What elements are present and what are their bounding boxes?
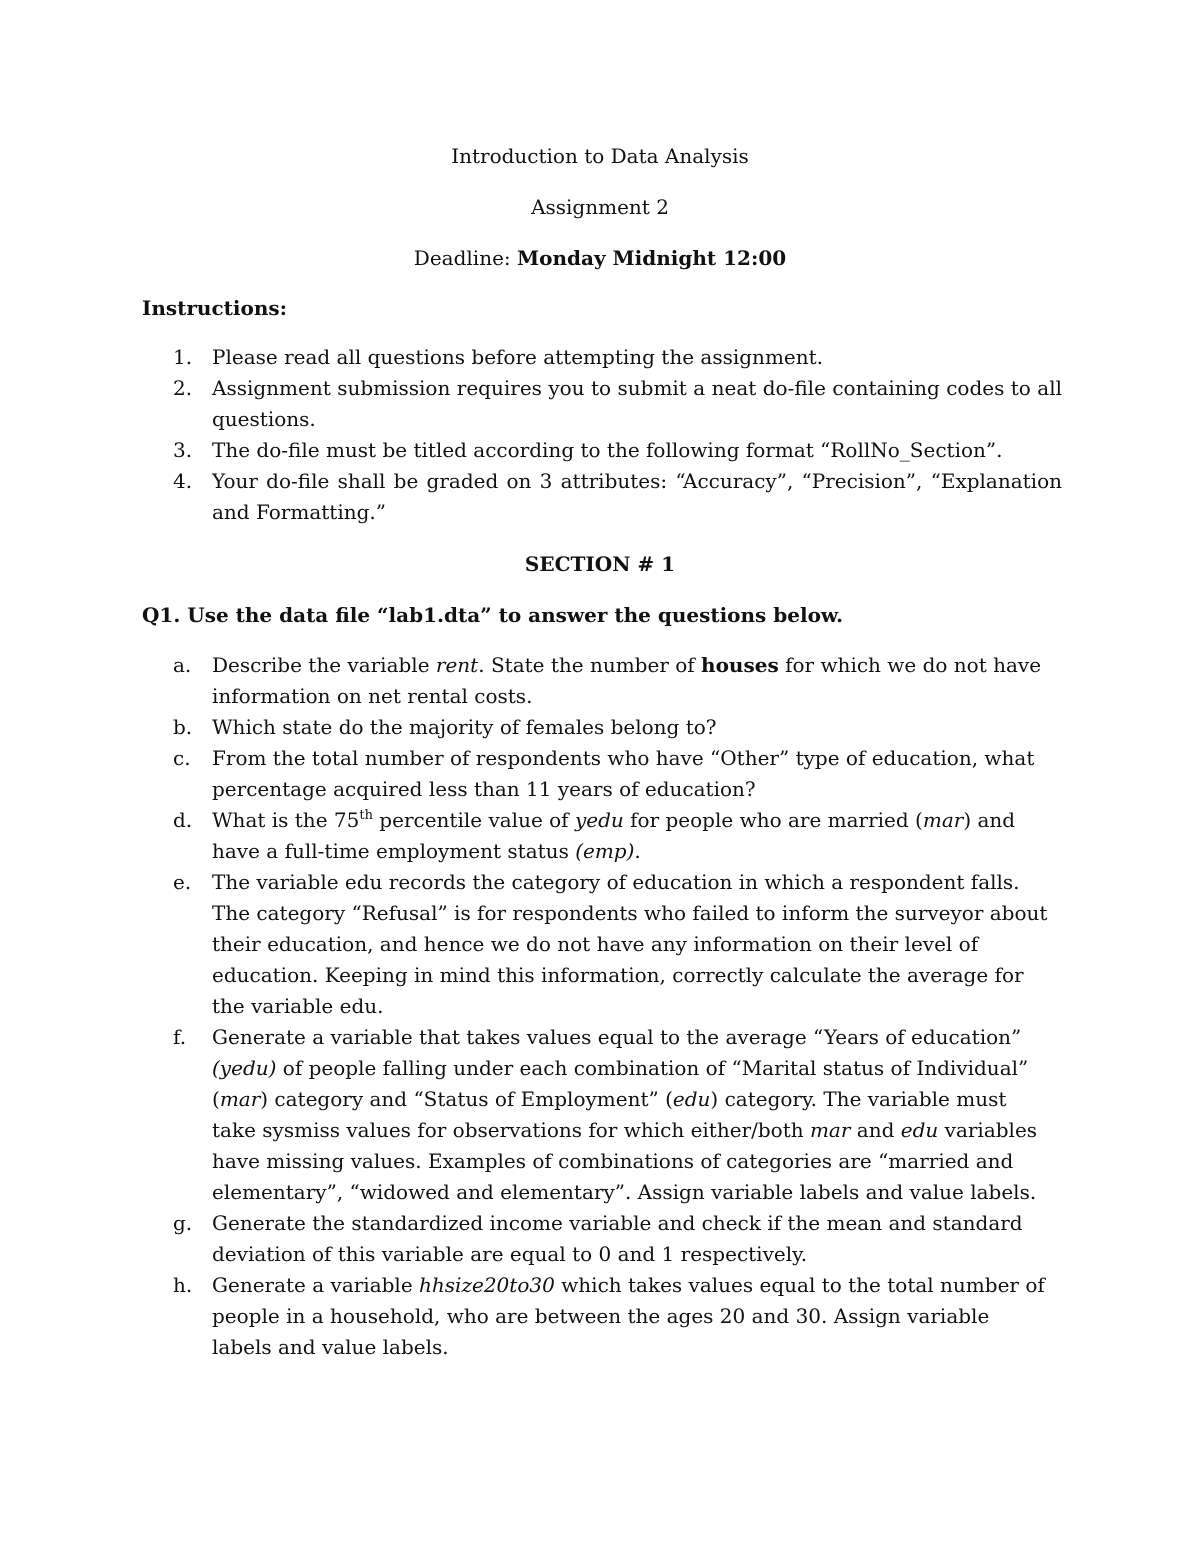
instruction-item — [142, 435, 1062, 466]
deadline-label: Deadline: — [413, 246, 517, 270]
question-item — [142, 743, 1062, 805]
text-run: Generate a variable — [212, 1273, 420, 1297]
instruction-text: Please read all questions before attempting the assignment. — [212, 345, 824, 369]
list-marker: g. — [173, 1211, 193, 1235]
list-marker: h. — [173, 1273, 193, 1297]
instruction-text: Assignment submission requires you to submit a neat do-file containing codes to all questions. — [212, 376, 1062, 431]
instruction-text: The do-file must be titled according to the following format “RollNo_Section”. — [212, 438, 1003, 462]
variable-name: yedu — [574, 808, 624, 832]
instruction-item — [142, 342, 1062, 373]
question-item — [142, 1022, 1062, 1208]
deadline-value: Monday Midnight 12:00 — [517, 246, 787, 270]
list-marker: 3. — [173, 438, 193, 462]
list-marker: 2. — [173, 376, 193, 400]
variable-name: edu — [900, 1118, 939, 1142]
text-run: variables have missing values. Examples of combinations of categories are “married and elementary”, “widowed and elementary”. Assign variable labels and value labels. — [212, 1118, 1038, 1204]
question-text — [212, 808, 1015, 863]
question-text: Generate the standardized income variable and check if the mean and standard deviation of this variable are equal to 0 and 1 respectively. — [212, 1211, 1023, 1266]
list-marker: e. — [173, 870, 192, 894]
list-marker: c. — [173, 746, 191, 770]
list-marker: 4. — [173, 469, 193, 493]
superscript: th — [359, 808, 373, 823]
text-run: Generate a variable that takes values equal to the average “Years of education” — [212, 1025, 1022, 1049]
list-marker: f. — [173, 1025, 187, 1049]
text-run: . State the number of — [478, 653, 702, 677]
text-run: Describe the variable — [212, 653, 436, 677]
variable-name: (emp) — [575, 839, 635, 863]
question-text — [212, 1025, 1037, 1204]
question-item — [142, 1208, 1062, 1270]
question-text — [212, 653, 1041, 708]
assignment-title: Assignment 2 — [531, 195, 669, 219]
text-run: of people falling under each combination of “Marital status of Individual” ( — [212, 1056, 1029, 1111]
text-run: percentile value of — [372, 808, 575, 832]
question-item — [142, 805, 1062, 867]
questions-list — [142, 650, 1062, 1363]
variable-name: rent — [435, 653, 479, 677]
text-run: ) category and “Status of Employment” ( — [260, 1087, 673, 1111]
list-marker: a. — [173, 653, 192, 677]
question-item — [142, 867, 1062, 1022]
emphasis-text: houses — [701, 653, 779, 677]
instruction-text: Your do-file shall be graded on 3 attributes: “Accuracy”, “Precision”, “Explanation and Formatting.” — [212, 469, 1062, 524]
text-run: ) and have a full-time employment status — [212, 808, 1016, 863]
variable-name: mar — [219, 1087, 261, 1111]
variable-name: mar — [809, 1118, 851, 1142]
text-run: ) category. The variable must take sysmiss values for observations for which either/both — [212, 1087, 1007, 1142]
list-marker: d. — [173, 808, 193, 832]
question-text — [212, 1273, 1045, 1359]
course-title: Introduction to Data Analysis — [451, 144, 749, 168]
variable-name: mar — [922, 808, 964, 832]
text-run: for which we do not have information on net rental costs. — [212, 653, 1042, 708]
text-run: for people who are married ( — [623, 808, 923, 832]
text-run: What is the 75 — [212, 808, 360, 832]
question-heading: Q1. Use the data file “lab1.dta” to answer the questions below. — [142, 603, 844, 627]
text-run: and — [850, 1118, 901, 1142]
variable-name: (yedu) — [212, 1056, 277, 1080]
text-run: . — [634, 839, 641, 863]
instruction-item — [142, 373, 1062, 435]
list-marker: b. — [173, 715, 193, 739]
question-text: Which state do the majority of females belong to? — [212, 715, 717, 739]
question-item — [142, 712, 1062, 743]
deadline-line — [0, 243, 1200, 274]
list-marker: 1. — [173, 345, 193, 369]
question-text: The variable edu records the category of education in which a respondent falls. The category “Refusal” is for respondents who failed to inform the surveyor about their education, and hence we do not have any information on their level of education. Keeping in mind this information, correctly calculate the average for the variable edu. — [212, 870, 1048, 1018]
instruction-item — [142, 466, 1062, 528]
question-item — [142, 1270, 1062, 1363]
variable-name: edu — [672, 1087, 711, 1111]
instructions-heading: Instructions: — [142, 296, 288, 320]
question-text: From the total number of respondents who have “Other” type of education, what percentage acquired less than 11 years of education? — [212, 746, 1035, 801]
question-item — [142, 650, 1062, 712]
text-run: which takes values equal to the total number of people in a household, who are between the ages 20 and 30. Assign variable labels and value labels. — [212, 1273, 1045, 1359]
variable-name: hhsize20to30 — [419, 1273, 555, 1297]
instructions-list — [142, 342, 1062, 528]
section-heading: SECTION # 1 — [524, 552, 676, 576]
